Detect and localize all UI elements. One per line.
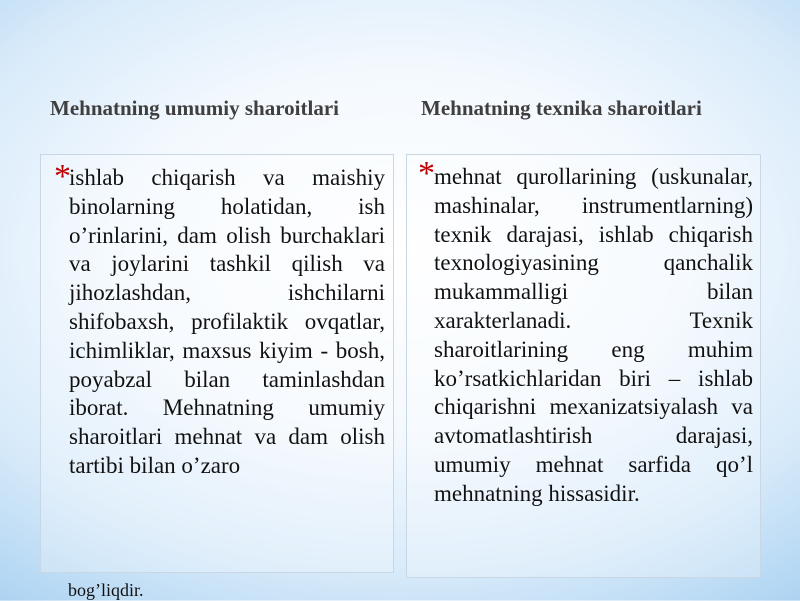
left-bullet-icon: * (54, 158, 71, 195)
left-body-text: ishlab chiqarish va maishiy binolarning holatidan, ish o’rinlarini, dam olish burchaklari va joylarini tashkil qilish va jihozlashdan, ishchilarni shifobaxsh, profilaktik ovqatlar, ichimliklar, maxsus kiyim - bosh, poyabzal bilan taminlashdan iborat. Mehnatning umumiy sharoitlari mehnat va dam olish tartibi bilan o’zaro (69, 165, 385, 478)
left-column-heading: Mehnatning umumiy sharoitlari (50, 96, 339, 120)
right-text-box (406, 154, 761, 578)
right-bullet-icon: * (418, 155, 435, 192)
left-text-box (40, 154, 394, 573)
right-body-text: mehnat qurollarining (uskunalar, mashinalar, instrumentlarning) texnik darajasi, ishlab chiqarish texnologiyasining qanchalik mukammalligi bilan xarakterlanadi. Texnik sharoitlarining eng muhim ko’rsatkichlaridan biri – ishlab chiqarishni mexanizatsiyalash va avtomatlashtirish darajasi, umumiy mehnat sarfida qo’l mehnatning hissasidir. (434, 164, 753, 506)
right-column-heading: Mehnatning texnika sharoitlari (421, 96, 702, 120)
left-overflow-text: bog’liqdir. (68, 580, 144, 600)
